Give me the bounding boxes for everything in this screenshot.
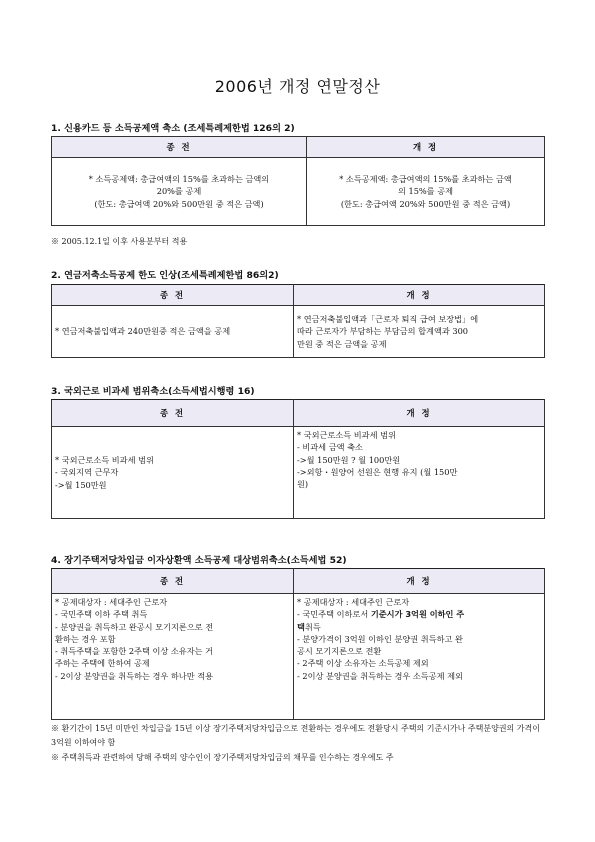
section-3-heading: 3. 국외근로 비과세 범위축소(소득세법시행령 16) [51,386,255,397]
column-after-header: 개 정 [294,400,545,427]
section-1-table [51,136,545,226]
section-4-after-emphasis: 기준시가 3억원 이하인 주 [370,609,465,620]
section-2-after: * 연금저축불입액과「근로자 퇴직 급여 보장법」에 따라 근로자가 부담하는 부담금의 합계액과 300 만원 중 적은 금액을 공제 [294,306,545,358]
section-4-after [294,594,545,720]
section-2-heading: 2. 연금저축소득공제 한도 인상(조세특례제한법 86의2) [51,270,279,281]
column-before-header: 종 전 [52,569,294,594]
section-4-after-emphasis-cont: 택 [297,621,305,632]
column-before-header: 종 전 [52,400,294,427]
section-1-before: * 소득공제액: 총급여액의 15%를 초과하는 금액의 20%를 공제 (한도: 총급여액 20%와 500만원 중 적은 금액) [52,158,307,226]
section-4-note-1: ※ 환기간이 15년 미만인 차입금을 15년 이상 장기주택저당차입금으로 전환하는 경우에도 전환당시 주택의 기준시가나 주택분양권의 가격이 3억원 이하여야 함 [51,724,540,748]
section-3-table [51,399,545,519]
section-4-note-2: ※ 주택취득과 관련하여 당해 주택의 양수인이 장기주택저당차입금의 채무를 인수하는 경우에도 주 [51,752,394,762]
section-2-table [51,284,545,358]
section-4-heading: 4. 장기주택저당차입금 이자상환액 소득공제 대상범위축소(소득세법 52) [51,555,347,566]
section-1-heading: 1. 신용카드 등 소득공제액 축소 (조세특례제한법 126의 2) [51,123,295,134]
section-4-before: * 공제대상자 : 세대주인 근로자 - 국민주택 이하 주택 취득 - 분양권을 취득하고 완공시 모기지론으로 전 환하는 경우 포함 - 취득주택을 포함한 2주택 이상 소유자는 거 주하는 주택에 한하여 공제 - 2이상 분양권을 취득하는 경우 하나만 적용 [52,594,294,720]
section-4-notes [51,722,545,765]
column-before-header: 종 전 [52,137,307,158]
section-1-after: * 소득공제액: 총급여액의 15%를 초과하는 금액 의 15%를 공제 (한도: 총급여액 20%와 500만원 중 적은 금액) [307,158,545,226]
section-4-after-line2a: - 국민주택 이하로서 [297,609,371,620]
page-title: 2006년 개정 연말정산 [214,77,381,96]
section-1-note: ※ 2005.12.1일 이후 사용분부터 적용 [51,237,188,246]
section-4-after-line3: 취득 [304,621,321,632]
column-after-header: 개 정 [307,137,545,158]
section-4-after-rest: - 분양가격이 3억원 이하인 분양권 취득하고 완 공시 모기지론으로 전환 - 2주택 이상 소유자는 소득공제 제외 - 2이상 분양권을 취득하는 경우 소득공제 제외 [297,633,463,681]
section-4-table [51,568,545,720]
section-4-after-line1: * 공제대상자 : 세대주인 근로자 [297,597,410,607]
section-3-after: * 국외근로소득 비과세 범위 - 비과세 금액 축소 ->월 150만원 ? 월 100만원 ->외항・원양어 선원은 현행 유지 (월 150만 원) [294,427,545,519]
section-2-before: * 연금저축불입액과 240만원중 적은 금액을 공제 [52,306,294,358]
section-3-before: * 국외근로소득 비과세 범위 - 국외지역 근무자 ->월 150만원 [52,427,294,519]
column-before-header: 종 전 [52,285,294,306]
column-after-header: 개 정 [294,285,545,306]
column-after-header: 개 정 [294,569,545,594]
